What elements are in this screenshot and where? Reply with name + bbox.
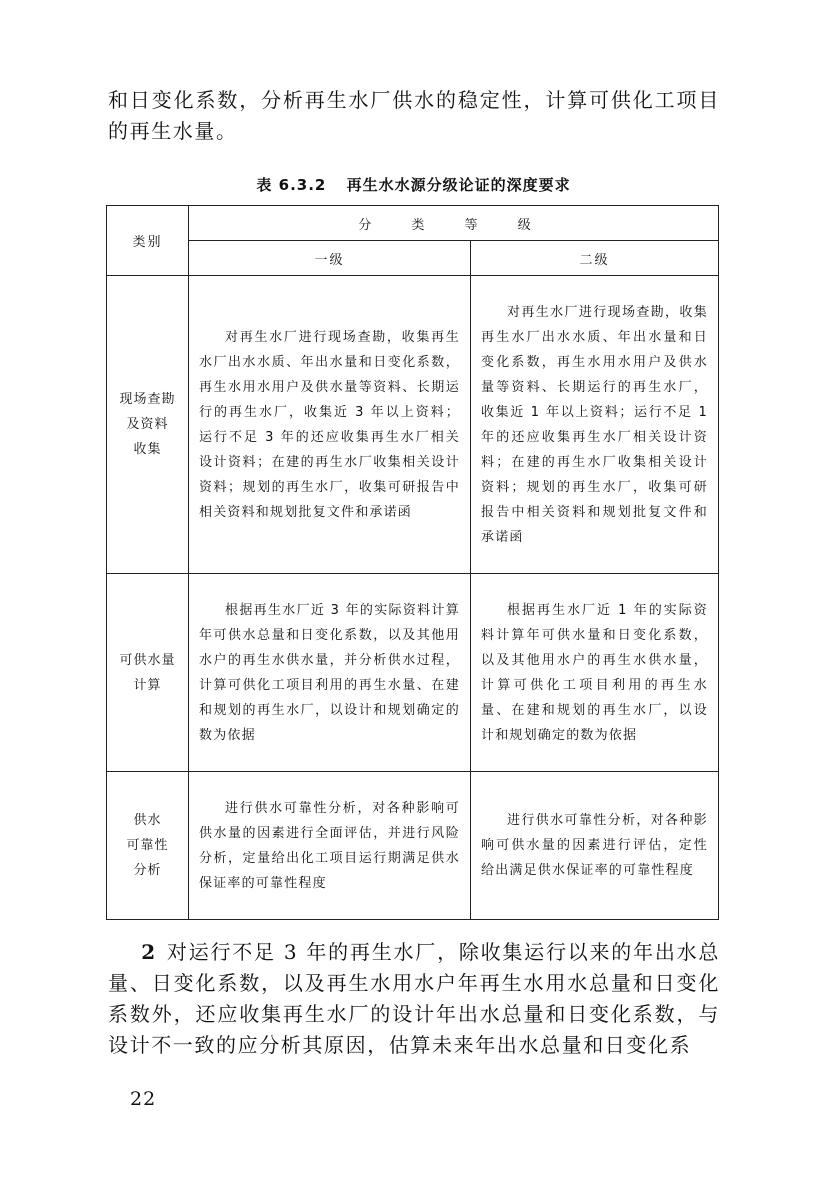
- row-level1-cell: 进行供水可靠性分析，对各种影响可供水量的因素进行全面评估，并进行风险分析，定量给出化工项目运行期满足供水保证率的可靠性程度: [189, 772, 471, 920]
- row-category: 可供水量 计算: [107, 574, 189, 772]
- row-category: 供水 可靠性 分析: [107, 772, 189, 920]
- header-grade: 分 类 等 级: [189, 206, 719, 241]
- row-level1-cell: 根据再生水厂近 3 年的实际资料计算年可供水总量和日变化系数，以及其他用水户的再生水供水量，并分析供水过程，计算可供化工项目利用的再生水量、在建和规划的再生水厂，以设计和规划确定的数为依据: [189, 574, 471, 772]
- header-level2: 二级: [471, 241, 719, 276]
- row-level2-cell: 根据再生水厂近 1 年的实际资料计算年可供水量和日变化系数，以及其他用水户的再生水供水量，计算可供化工项目利用的再生水量、在建和规划的再生水厂，以设计和规划确定的数为依据: [471, 574, 719, 772]
- table-title: 再生水水源分级论证的深度要求: [346, 176, 571, 194]
- row-level2-cell: 进行供水可靠性分析，对各种影响可供水量的因素进行评估，定性给出满足供水保证率的可靠性程度: [471, 772, 719, 920]
- row-level1-cell: 对再生水厂进行现场查勘，收集再生水厂出水水质、年出水量和日变化系数，再生水用水用户及供水量等资料、长期运行的再生水厂，收集近 3 年以上资料；运行不足 3 年的还应收集再生水厂相关设计资料；在建的再生水厂收集相关设计资料；规划的再生水厂，收集可研报告中相关资料和规划批复文件和承诺函: [189, 276, 471, 574]
- table-number: 表 6.3.2: [256, 176, 327, 194]
- header-level1: 一级: [189, 241, 471, 276]
- row-category: 现场查勘 及资料 收集: [107, 276, 189, 574]
- page-number: 22: [130, 1088, 157, 1110]
- paragraph-text: 对运行不足 3 年的再生水厂，除收集运行以来的年出水总量、日变化系数，以及再生水用水户年再生水用水总量和日变化系数外，还应收集再生水厂的设计年出水总量和日变化系数，与设计不一致的应分析其原因，估算未来年出水总量和日变化系: [108, 940, 720, 1057]
- row-level2-cell: 对再生水厂进行现场查勘，收集再生水厂出水水质、年出水量和日变化系数，再生水用水用户及供水量等资料、长期运行的再生水厂，收集近 1 年以上资料；运行不足 1 年的还应收集再生水厂相关设计资料；在建的再生水厂收集相关设计资料；规划的再生水厂，收集可研报告中相关资料和规划批复文件和承诺函: [471, 276, 719, 574]
- table-row: [107, 276, 719, 574]
- paragraph-number: 2: [141, 940, 157, 964]
- table-caption: [0, 174, 827, 195]
- table-row: [107, 574, 719, 772]
- table-row: [107, 772, 719, 920]
- requirements-table: [106, 205, 719, 920]
- paragraph-2: [108, 937, 720, 1061]
- header-category: 类别: [107, 206, 189, 276]
- intro-paragraph: 和日变化系数，分析再生水厂供水的稳定性，计算可供化工项目的再生水量。: [108, 88, 720, 143]
